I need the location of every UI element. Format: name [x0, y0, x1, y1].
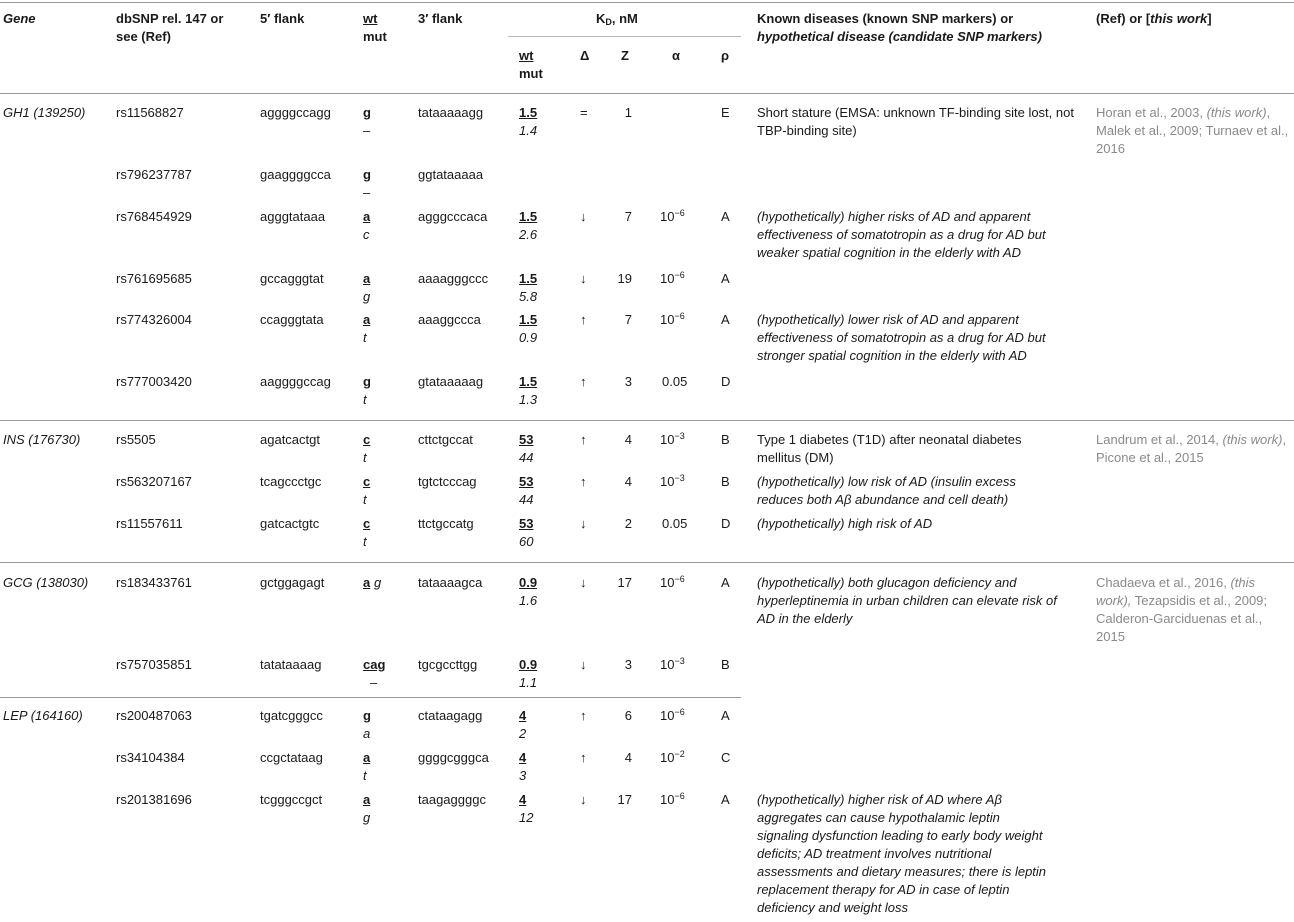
ref-gcg: Chadaeva et al., 2016, (this work), Tezapsidis et al., 2009; Calderon-Garciduenas et al., 2015 — [1096, 575, 1268, 644]
flank3-cell: tgtctcccag — [418, 474, 477, 489]
kd-mut-cell: 1.1 — [519, 675, 538, 690]
alpha-cell: $10^{-6}$ — [660, 574, 685, 590]
flank3-cell: taagaggggc — [418, 792, 486, 807]
z-cell: 4 — [624, 750, 632, 765]
kd-wt-cell: 1.5 — [519, 209, 538, 224]
mut-allele-cell: t — [363, 450, 367, 465]
header-kd: $K_D$, nM — [596, 11, 638, 27]
delta-cell: ↓ — [580, 209, 587, 224]
wt-allele-cell: a — [363, 792, 371, 807]
delta-cell: ↓ — [580, 575, 587, 590]
flank3-cell: aaaggccca — [418, 312, 481, 327]
dbsnp-cell: rs777003420 — [116, 374, 192, 389]
alpha-cell: 0.05 — [662, 516, 688, 531]
dbsnp-cell: rs768454929 — [116, 209, 192, 224]
header-3-flank: 3′ flank — [418, 11, 463, 26]
kd-wt-cell: 4 — [519, 708, 527, 723]
wt-allele-cell: c — [363, 516, 371, 531]
alpha-cell: $10^{-6}$ — [660, 707, 685, 723]
alpha-cell: $10^{-3}$ — [660, 431, 685, 447]
dbsnp-cell: rs761695685 — [116, 271, 192, 286]
dbsnp-cell: rs774326004 — [116, 312, 192, 327]
header-ref: (Ref) or [this work] — [1096, 11, 1212, 26]
z-cell: 3 — [624, 374, 632, 389]
kd-wt-cell: 0.9 — [519, 657, 538, 672]
delta-cell: ↓ — [580, 792, 587, 807]
mut-allele-cell: t — [363, 330, 367, 345]
flank3-cell: ttctgccatg — [418, 516, 474, 531]
flank3-cell: cttctgccat — [418, 432, 473, 447]
delta-cell: ↑ — [580, 312, 587, 327]
flank5-cell: tcagccctgc — [260, 474, 322, 489]
rho-cell: A — [721, 312, 730, 327]
flank5-cell: tatataaaag — [260, 657, 322, 672]
mut-allele-cell: t — [363, 492, 367, 507]
header-rho: ρ — [721, 48, 730, 63]
z-cell: 19 — [617, 271, 632, 286]
z-cell: 6 — [624, 708, 632, 723]
rho-cell: E — [721, 105, 730, 120]
flank5-cell: gatcactgtc — [260, 516, 320, 531]
delta-cell: ↑ — [580, 374, 587, 389]
disease-ins-high-risk: (hypothetically) high risk of AD — [757, 516, 933, 531]
flank5-cell: aggggccagg — [260, 105, 331, 120]
flank3-cell: tgcgccttgg — [418, 657, 478, 672]
rho-cell: B — [721, 657, 730, 672]
flank3-cell: ctataagagg — [418, 708, 483, 723]
dbsnp-cell: rs201381696 — [116, 792, 192, 807]
z-cell: 7 — [624, 209, 632, 224]
alpha-cell: $10^{-2}$ — [660, 749, 685, 765]
alpha-cell: $10^{-6}$ — [660, 791, 685, 807]
kd-mut-cell: 3 — [519, 768, 527, 783]
rho-cell: A — [721, 792, 730, 807]
gh1-group-rule — [0, 420, 1294, 421]
header-gene: Gene — [3, 11, 36, 26]
mut-allele-cell: g — [363, 810, 371, 825]
kd-wt-cell: 53 — [519, 474, 534, 489]
delta-cell: ↓ — [580, 271, 587, 286]
flank3-cell: tataaaaagg — [418, 105, 484, 120]
z-cell: 4 — [624, 432, 632, 447]
wt-allele-cell: g — [363, 105, 371, 120]
mut-allele-cell: a — [363, 726, 371, 741]
header-mut: mut — [363, 29, 387, 44]
flank5-cell: tgatcgggcc — [260, 708, 323, 723]
header-z: Z — [621, 48, 629, 63]
z-cell: 17 — [617, 792, 632, 807]
header-alpha: α — [672, 48, 680, 63]
header-5-flank: 5′ flank — [260, 11, 305, 26]
z-cell: 1 — [624, 105, 632, 120]
rho-cell: A — [721, 575, 730, 590]
alpha-cell: $10^{-3}$ — [660, 656, 685, 672]
mut-allele-cell: t — [363, 392, 367, 407]
kd-wt-cell: 4 — [519, 792, 527, 807]
kd-mut-cell: 2.6 — [519, 227, 538, 242]
disease-gh1-short-stature: Short stature (EMSA: unknown TF-binding site lost, not TBP-binding site) — [757, 105, 1074, 138]
kd-mut-cell: 0.9 — [519, 330, 538, 345]
dbsnp-cell: rs200487063 — [116, 708, 192, 723]
ref-gh1: Horan et al., 2003, (this work), Malek et al., 2009; Turnaev et al., 2016 — [1096, 105, 1289, 156]
rho-cell: A — [721, 708, 730, 723]
flank3-cell: gtataaaaag — [418, 374, 484, 389]
header-disease-1: Known diseases (known SNP markers) or — [757, 11, 1014, 26]
delta-cell: ↓ — [580, 516, 587, 531]
alpha-cell: 0.05 — [662, 374, 688, 389]
kd-mut-cell: 1.4 — [519, 123, 538, 138]
header-delta: Δ — [580, 48, 590, 63]
kd-mut-cell: 60 — [519, 534, 534, 549]
dbsnp-cell: rs183433761 — [116, 575, 192, 590]
wt-allele-cell: g — [363, 167, 371, 182]
flank5-cell: gctggagagt — [260, 575, 325, 590]
kd-mut-cell: 1.6 — [519, 593, 538, 608]
mut-allele-cell: c — [363, 227, 370, 242]
kd-mut-cell: 12 — [519, 810, 534, 825]
kd-wt-cell: 4 — [519, 750, 527, 765]
disease-lep-higher-risk: (hypothetically) higher risk of AD where Aβ aggregates can cause hypothalamic leptin signaling dysfunction leading to early body weight deficits; AD treatment involves nutritional assessments and dietary measures; there is leptin replacement therapy for AD in case of leptin deficiency and weight loss — [757, 792, 1047, 915]
disease-ins-t1d: Type 1 diabetes (T1D) after neonatal diabetes mellitus (DM) — [757, 432, 1022, 465]
wt-allele-cell: a — [363, 312, 371, 327]
alpha-cell: $10^{-6}$ — [660, 311, 685, 327]
delta-cell: ↓ — [580, 657, 587, 672]
kd-wt-cell: 1.5 — [519, 271, 538, 286]
header-kd-mut: mut — [519, 66, 543, 81]
alpha-cell: $10^{-3}$ — [660, 473, 685, 489]
delta-cell: ↑ — [580, 474, 587, 489]
delta-cell: ↑ — [580, 750, 587, 765]
rho-cell: A — [721, 271, 730, 286]
dbsnp-cell: rs757035851 — [116, 657, 192, 672]
rho-cell: D — [721, 374, 731, 389]
mut-allele-cell: g — [374, 575, 382, 590]
flank5-cell: ccagggtata — [260, 312, 324, 327]
flank5-cell: gccagggtat — [260, 271, 324, 286]
flank5-cell: gaaggggcca — [260, 167, 331, 182]
rho-cell: B — [721, 474, 730, 489]
disease-gh1-higher-risk: (hypothetically) higher risks of AD and apparent effectiveness of somatotropin as a drug for AD but weaker spatial cognition in the elderly with AD — [757, 209, 1046, 260]
header-bottom-rule — [0, 93, 1294, 94]
wt-allele-cell: a — [363, 575, 371, 590]
kd-wt-cell: 53 — [519, 516, 534, 531]
kd-mut-cell: 2 — [519, 726, 527, 741]
flank5-cell: ccgctataag — [260, 750, 323, 765]
mut-allele-cell: t — [363, 768, 367, 783]
disease-gh1-lower-risk: (hypothetically) lower risk of AD and apparent effectiveness of somatotropin as a drug for AD but stronger spatial cognition in the elderly with AD — [757, 312, 1046, 363]
flank5-cell: agggtataaa — [260, 209, 326, 224]
rho-cell: D — [721, 516, 731, 531]
kd-subheader-rule — [508, 36, 741, 37]
wt-allele-cell: c — [363, 474, 371, 489]
gcg-group-rule — [0, 697, 741, 698]
z-cell: 2 — [624, 516, 632, 531]
disease-ins-low-risk: (hypothetically) low risk of AD (insulin excess reduces both Aβ abundance and cell death) — [757, 474, 1016, 507]
wt-allele-cell: a — [363, 209, 371, 224]
z-cell: 17 — [617, 575, 632, 590]
wt-allele-cell: g — [363, 374, 371, 389]
kd-wt-cell: 0.9 — [519, 575, 538, 590]
gene-cell: INS (176730) — [3, 432, 81, 447]
kd-wt-cell: 1.5 — [519, 105, 538, 120]
wt-allele-cell: cag — [363, 657, 386, 672]
dbsnp-cell: rs563207167 — [116, 474, 192, 489]
rho-cell: B — [721, 432, 730, 447]
dbsnp-cell: rs796237787 — [116, 167, 192, 182]
disease-gcg: (hypothetically) both glucagon deficiency and hyperleptinemia in urban children can elevate risk of AD in the elderly — [757, 575, 1057, 626]
gene-cell: GCG (138030) — [3, 575, 89, 590]
flank3-cell: agggcccaca — [418, 209, 488, 224]
dbsnp-cell: rs34104384 — [116, 750, 185, 765]
flank3-cell: ggggcgggca — [418, 750, 489, 765]
kd-mut-cell: 44 — [519, 450, 534, 465]
gene-cell: LEP (164160) — [3, 708, 83, 723]
gene-cell: GH1 (139250) — [3, 105, 86, 120]
flank3-cell: ggtataaaaa — [418, 167, 484, 182]
header-wt: wt — [363, 11, 378, 26]
delta-cell: = — [580, 105, 588, 120]
mut-allele-cell: g — [363, 289, 371, 304]
wt-allele-cell: g — [363, 708, 371, 723]
kd-mut-cell: 44 — [519, 492, 534, 507]
flank3-cell: tataaaagca — [418, 575, 483, 590]
kd-wt-cell: 1.5 — [519, 374, 538, 389]
z-cell: 4 — [624, 474, 632, 489]
mut-allele-cell: – — [370, 675, 378, 690]
kd-mut-cell: 1.3 — [519, 392, 538, 407]
kd-wt-cell: 1.5 — [519, 312, 538, 327]
dbsnp-cell: rs5505 — [116, 432, 156, 447]
kd-mut-cell: 5.8 — [519, 289, 538, 304]
wt-allele-cell: a — [363, 271, 371, 286]
kd-wt-cell: 53 — [519, 432, 534, 447]
header-dbsnp: dbSNP rel. 147 or see (Ref) — [116, 11, 224, 44]
alpha-cell: $10^{-6}$ — [660, 270, 685, 286]
flank3-cell: aaaagggccc — [418, 271, 489, 286]
flank5-cell: aaggggccag — [260, 374, 331, 389]
mut-allele-cell: – — [363, 123, 371, 138]
delta-cell: ↑ — [580, 708, 587, 723]
wt-allele-cell: c — [363, 432, 371, 447]
rho-cell: C — [721, 750, 731, 765]
ins-group-rule — [0, 562, 1294, 563]
alpha-cell: $10^{-6}$ — [660, 208, 685, 224]
flank5-cell: agatcactgt — [260, 432, 320, 447]
mut-allele-cell: t — [363, 534, 367, 549]
delta-cell: ↑ — [580, 432, 587, 447]
mut-allele-cell: – — [363, 185, 371, 200]
dbsnp-cell: rs11568827 — [116, 105, 184, 120]
ref-ins: Landrum et al., 2014, (this work), Picone et al., 2015 — [1096, 432, 1287, 465]
rho-cell: A — [721, 209, 730, 224]
flank5-cell: tcgggccgct — [260, 792, 323, 807]
dbsnp-cell: rs11557611 — [116, 516, 183, 531]
header-disease-2: hypothetical disease (candidate SNP markers) — [757, 29, 1042, 44]
z-cell: 3 — [624, 657, 632, 672]
header-kd-wt: wt — [519, 48, 534, 63]
wt-allele-cell: a — [363, 750, 371, 765]
table-top-rule — [0, 2, 1294, 3]
z-cell: 7 — [624, 312, 632, 327]
